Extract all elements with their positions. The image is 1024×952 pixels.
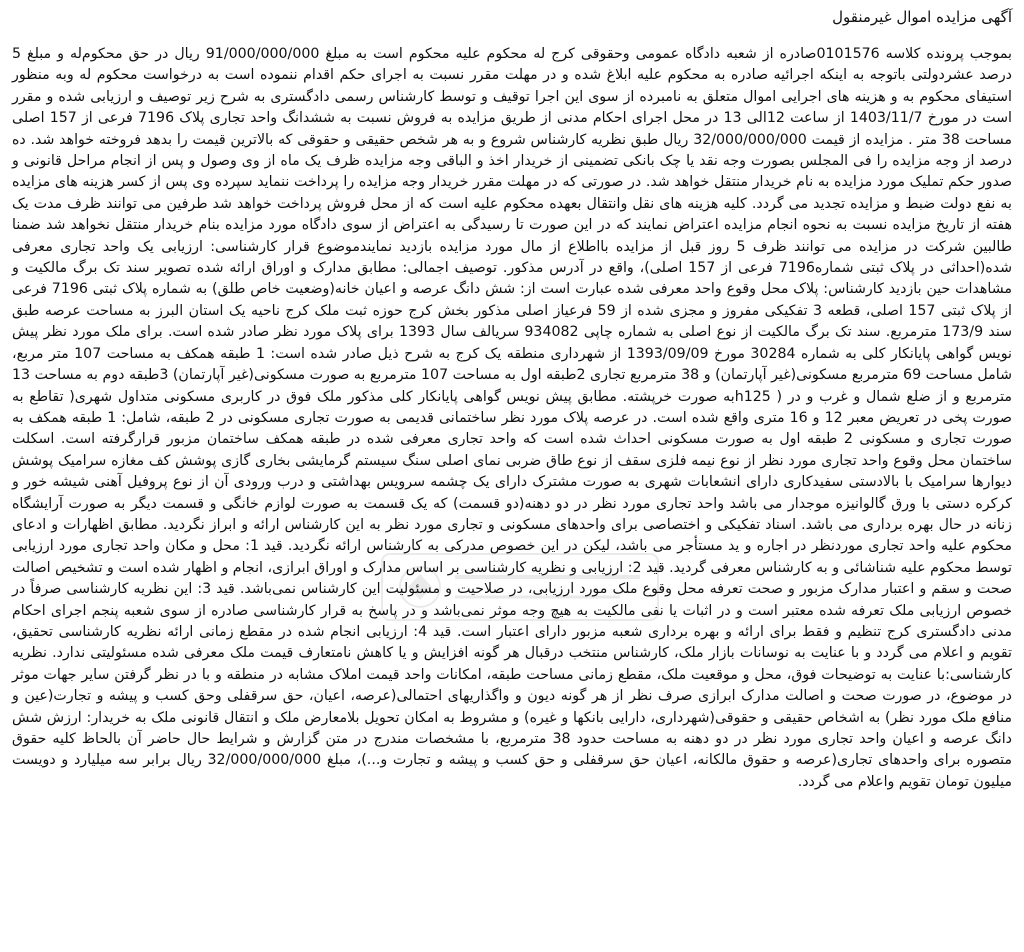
- document-title: آگهی مزایده اموال غیرمنقول: [832, 8, 1012, 26]
- document-body: بموجب پرونده کلاسه 0101576صادره از شعبه دادگاه عمومی وحقوقی کرج له محکوم علیه محکوم است به مبلغ 91/000/000/000 ریال در حق محکوم‌له و مبلغ 5 درصد عشردولتی باتوجه به اینکه اجرائیه صادره به محکوم علیه ابلاغ شده و در مهلت مقرر نسبت به اجرای حکم اقدام ننموده است به درخواست محکوم له وبه منظور استیفای محکوم به و هزینه های اجرایی اموال متعلق به نامبرده از سوی این اجرا توقیف و توسط کارشناس رسمی دادگستری به شرح زیر توصیف و ارزیابی شده و مقرر است در مورخ 1403/11/7 از ساعت 12الی 13 در محل اجرای احکام مدنی از طریق مزایده به فروش نسبت به ششدانگ واحد تجاری پلاک 7196 فرعی از 157 اصلی مساحت 38 متر . مزایده از قیمت 32/000/000/000 ریال طبق نظریه کارشناس شروع و به هر شخص حقیقی و حقوقی که بالاترین قیمت را بدهد فروخته خواهد شد. ده درصد از وجه مزایده را فی المجلس بصورت وجه نقد یا چک بانکی تضمینی از خریدار اخذ و الباقی وجه مزایده ظرف یک ماه از وی وصول و پس از انجام مراحل قانونی و صدور حکم تملیک مورد مزایده به نام خریدار منتقل خواهد شد. در صورتی که در مهلت مقرر خریدار وجه مزایده را پرداخت ننماید سپرده وی پس از کسر هزینه های مزایده به نفع دولت ضبط و مزایده تجدید می گردد. کلیه هزینه های نقل وانتقال بعهده محکوم علیه است که از محل فروش پرداخت خواهد شد طرفین می توانند ظرف مدت یک هفته از تاریخ مزایده نسبت به نحوه انجام مزایده اعتراض نمایند که در این صورت تا رسیدگی به اعتراض از سوی دادگاه مورد مزایده بنام خریدار منتقل نخواهد شد ضمنا طالبین شرکت در مزایده می توانند ظرف 5 روز قبل از مزایده بااطلاع از مال مورد مزایده بازدید نمایندموضوع قرار کارشناسی: ارزیابی یک واحد تجاری معرفی شده(احداثی در پلاک ثبتی شماره7196 فرعی از 157 اصلی)، واقع در آدرس مذکور. توصیف اجمالی: مطابق مدارک و اوراق ارائه شده تصویر سند تک برگ مالکیت و مشاهدات حین بازدید کارشناس: پلاک محل وقوع واحد معرفی شده عبارت است از: شش دانگ عرصه و اعیان خانه(وضعیت خاص طلق) به شماره پلاک ثبتی 7196 فرعی از پلاک ثبتی 157 اصلی، قطعه 3 تفکیکی مفروز و مجزی شده از 59 فرعیاز اصلی مذکور بخش کرج حوزه ثبت ملک کرج ناحیه یک استان البرز به مساحت عرصه طبق سند 173/9 مترمربع. سند تک برگ مالکیت از نوع اصلی به شماره چاپی 934082 سریالف سال 1393 برای پلاک مورد نظر صادر شده است. برای ملک مورد نظر پیش نویس گواهی پایانکار کلی به شماره 30284 مورخ 1393/09/09 از شهرداری منطقه یک کرج به شرح ذیل صادر شده است: 1 طبقه همکف به مساحت 107 متر مربع، شامل مساحت 69 مترمربع مسکونی(غیر آپارتمان) و 38 مترمربع تجاری 2طبقه اول به مساحت 107 مترمربع به صورت مسکونی(غیر آپارتمان) 3طبقه دوم به مساحت 13 مترمربع و از ضلع شمال و غرب و در ( h125به صورت خرپشته. مطابق پیش نویس گواهی پایانکار کلی مذکور ملک فوق در کاربری مسکونی متداول شهری( تقاطع به صورت پخی در تعریض معبر 12 و 16 متری واقع شده است. در عرصه پلاک مورد نظر ساختمانی قدیمی به صورت تجاری مسکونی در 2 طبقه، شامل: 1 طبقه همکف به صورت تجاری و مسکونی 2 طبقه اول به صورت مسکونی احداث شده است که واحد تجاری معرفی شده در طبقه همکف ساختمان مزبور قرارگرفته است. اسکلت ساختمان محل وقوع واحد تجاری مورد نظر از نوع نیمه فلزی سقف از نوع طاق ضربی نمای اصلی سنگ سیستم گرمایشی بخاری گازی پوشش کف مغازه سرامیک پوشش دیوارها سرامیک با بالادستی سفیدکاری دارای انشعابات شهری به صورت مشترک دارای یک چشمه سرویس بهداشتی و درب ورودی آن از نوع پروفیل آهنی شیشه خور و کرکره دستی با ورق گالوانیزه موجدار می باشد واحد تجاری مورد نظر در دو دهنه(دو قسمت) که یک قسمت به صورت لوازم خانگی و قسمت دیگر به صورت آرایشگاه زنانه در حال بهره برداری می باشد. اسناد تفکیکی و اختصاصی برای واحدهای مسکونی و تجاری مورد نظر به این کارشناس ارائه و ابراز نگردید. مطابق اظهارات و ادعای محکوم علیه واحد تجاری موردنظر در اجاره و ید مستأجر می باشد، لیکن در این خصوص مدرکی به کارشناس ارائه نگردید. قید 1: محل و مکان واحد تجاری مورد ارزیابی توسط محکوم علیه شناشائی و به کارشناس معرفی گردید. قید 2: ارزیابی و نظریه کارشناسی بر اساس مدارک و اوراق ابرازی، انجام و اظهار شده است و تشخیص اصالت صحت و سقم و اعتبار مدارک مزبور و صحت تعرفه محل وقوع ملک مورد ارزیابی، در صلاحیت و مسئولیت این کارشناس نمی‌باشد. قید 3: این نظریه کارشناسی صرفاً در خصوص ارزیابی ملک تعرفه شده معتبر است و در اثبات یا نفی مالکیت به هیچ وجه موثر نمی‌باشد و در پاسخ به قرار کارشناسی صادره از سوی شعبه پنجم اجرای احکام مدنی دادگستری کرج تنظیم و فقط برای ارائه و بهره برداری شعبه مزبور دارای اعتبار است. قید 4: ارزیابی انجام شده در مقطع زمانی ارائه نظریه کارشناسی تحقیق، تقویم و اعلام می گردد و با عنایت به نوسانات بازار ملک، کارشناس منتخب درقبال هر گونه افزایش و یا کاهش نامتعارف قیمت ملک معرفی شده مسئولیتی ندارد. نظریه کارشناسی:با عنایت به توضیحات فوق، محل و موقعیت ملک، مقطع زمانی مساحت طبقه، امکانات واحد قیمت املاک مشابه در منطقه و با در نظر گرفتن سایر جهات موثر در موضوع، در صورت صحت و اصالت مدارک ابرازی صرف نظر از هر گونه دیون و واگذاریهای احتمالی(عرصه، اعیان، حق سرقفلی وحق کسب و پیشه و تجارت(عین و منافع ملک مورد نظر) به اشخاص حقیقی و حقوقی(شهرداری، دارایی بانکها و غیره) و مشروط به امکان تحویل بلامعارض ملک و انتقال قانونی ملک به خریدار: ارزش شش دانگ عرصه و اعیان واحد تجاری مورد نظر در دو دهنه به مساحت حدود 38 مترمربع، با مشخصات مندرج در متن گزارش و شرایط حال حاضر آن بالحاظ کلیه حقوق متصوره برای واحدهای تجاری(عرصه و حقوق مالکانه، اعیان حق سرقفلی و حق کسب و پیشه و تجارت و...)، مبلغ 32/000/000/000 ریال برابر سه میلیارد و دویست میلیون تومان تقویم واعلام می گردد.: [12, 46, 1013, 790]
